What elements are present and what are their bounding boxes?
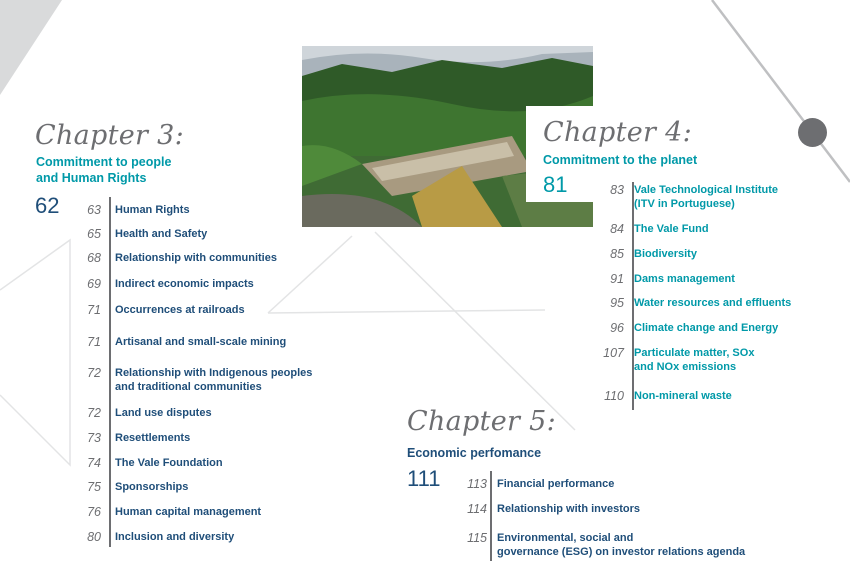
toc-page-number: 80 <box>87 530 101 544</box>
toc-label: Climate change and Energy <box>634 322 779 334</box>
toc-label: Water resources and effluents <box>634 297 792 309</box>
chapter-4-heading: Chapter 4: <box>543 117 693 148</box>
toc-page-number: 107 <box>603 346 624 360</box>
toc-label: Dams management <box>634 273 735 285</box>
toc-page-number: 63 <box>87 203 101 217</box>
toc-label: Sponsorships <box>115 481 189 493</box>
chapter-3-start-page: 62 <box>35 193 60 218</box>
toc-label: The Vale Fund <box>634 223 709 235</box>
toc-label: Resettlements <box>115 432 191 444</box>
toc-label: The Vale Foundation <box>115 457 223 469</box>
toc-label: Relationship with Indigenous peoples and traditional communities <box>115 367 313 393</box>
toc-label: Vale Technological Institute (ITV in Portuguese) <box>634 184 779 210</box>
chapter-3-heading: Chapter 3: <box>35 120 185 151</box>
toc-page-number: 69 <box>87 277 101 291</box>
toc-page-number: 68 <box>87 251 101 265</box>
gray-circle-decoration <box>798 118 827 147</box>
toc-page-number: 83 <box>610 183 624 197</box>
toc-label: Health and Safety <box>115 228 208 240</box>
toc-label: Non-mineral waste <box>634 390 732 402</box>
toc-page-number: 73 <box>87 431 101 445</box>
toc-page-number: 113 <box>467 477 487 491</box>
chapter-5-subtitle: Economic perfomance <box>407 446 542 460</box>
toc-page-number: 72 <box>87 366 101 380</box>
toc-page-number: 110 <box>604 389 624 403</box>
toc-page-number: 72 <box>87 406 101 420</box>
chapter-5-heading: Chapter 5: <box>407 406 557 437</box>
toc-page-number: 96 <box>610 321 624 335</box>
toc-page-number: 65 <box>87 227 101 241</box>
toc-label: Particulate matter, SOx and NOx emissions <box>634 347 755 373</box>
toc-label: Land use disputes <box>115 407 212 419</box>
toc-label: Occurrences at railroads <box>115 304 245 316</box>
chapter-5-start-page: 111 <box>407 466 441 491</box>
toc-page-number: 85 <box>610 247 624 261</box>
toc-page-number: 75 <box>87 480 101 494</box>
toc-page-number: 115 <box>467 531 487 545</box>
toc-label: Human capital management <box>115 506 262 518</box>
toc-label: Relationship with investors <box>497 503 641 515</box>
toc-page-number: 71 <box>87 303 101 317</box>
chapter-3-divider <box>109 197 111 547</box>
toc-label: Artisanal and small-scale mining <box>115 336 287 348</box>
toc-label: Inclusion and diversity <box>115 531 235 543</box>
chapter-3-subtitle: Commitment to people and Human Rights <box>36 155 172 185</box>
toc-page-number: 95 <box>610 296 624 310</box>
chapter-4-subtitle: Commitment to the planet <box>543 153 698 167</box>
toc-label: Environmental, social and governance (ESG) on investor relations agenda <box>497 532 746 558</box>
toc-page-number: 71 <box>87 335 101 349</box>
toc-label: Financial performance <box>497 478 615 490</box>
toc-page-number: 114 <box>467 502 487 516</box>
toc-label: Biodiversity <box>634 248 697 260</box>
chapter-5-divider <box>490 471 492 561</box>
toc-label: Relationship with communities <box>115 252 277 264</box>
toc-page-number: 74 <box>87 456 101 470</box>
toc-page-number: 91 <box>610 272 624 286</box>
toc-label: Indirect economic impacts <box>115 278 254 290</box>
chapter-4-start-page: 81 <box>543 172 568 197</box>
toc-page-number: 84 <box>610 222 624 236</box>
toc-label: Human Rights <box>115 204 190 216</box>
toc-page-number: 76 <box>87 505 101 519</box>
